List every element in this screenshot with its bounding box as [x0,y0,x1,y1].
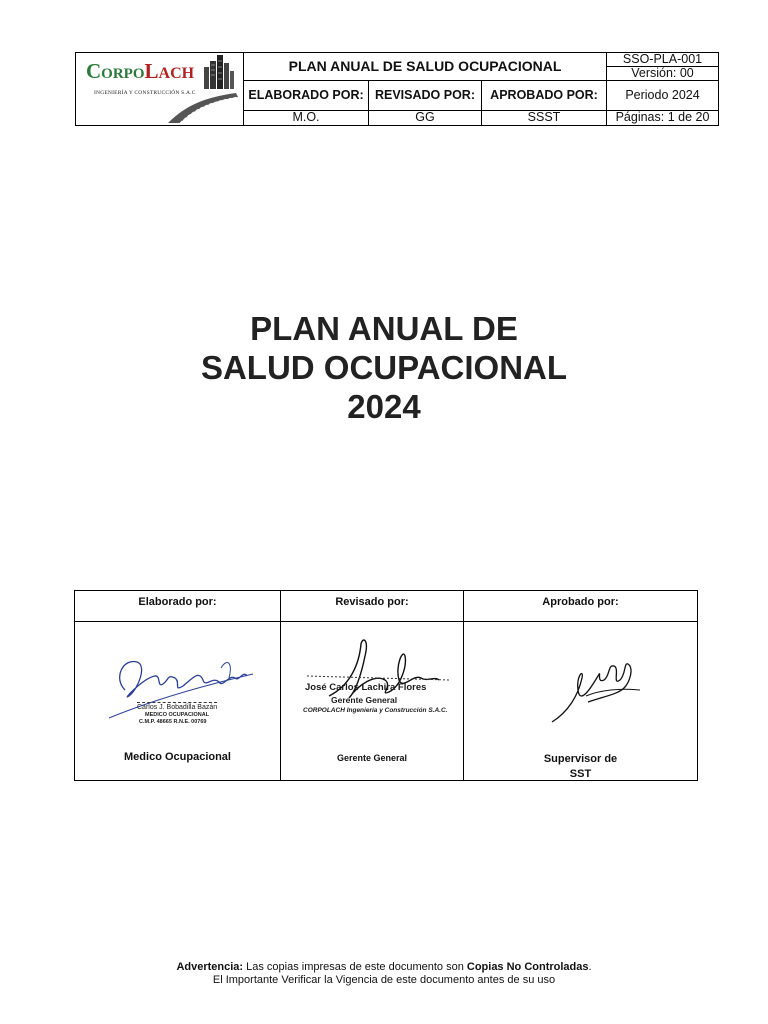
stamp-company: CORPOLACH Ingeniería y Construcción S.A.C. [303,707,448,714]
footer-line-1 [0,961,768,974]
periodo: Periodo 2024 [607,81,719,110]
signature-cell-revisado [281,622,464,781]
elaborado-header: Elaborado por: [75,591,281,622]
revisado-header: Revisado por: [281,591,464,622]
role-label-aprobado-line-1: Supervisor de [543,753,618,765]
aprobado-value: SSST [482,110,607,125]
page-count: Páginas: 1 de 20 [607,110,719,125]
warning-label: Advertencia: [176,961,244,973]
elaborado-label: ELABORADO POR: [244,81,369,110]
company-subtitle: INGENIERÍA Y CONSTRUCCIÓN S.A.C [94,90,196,96]
role-label-aprobado-line-2: SST [569,768,592,780]
stamp-role: MEDICO OCUPACIONAL [145,712,210,718]
elaborado-value: M.O. [244,110,369,125]
doc-version: Versión: 00 [607,67,719,81]
stamp-name: Carlos J. Bobadilla Bazán [137,704,218,711]
signature-cell-elaborado [75,622,281,781]
warning-text: Las copias impresas de este documento son [243,961,467,973]
handwritten-signature-icon [548,656,658,736]
signature-cell-aprobado [464,622,698,781]
footer-line-2: El Importante Verificar la Vigencia de este documento antes de su uso [212,974,556,986]
signature-table [74,590,698,781]
document-header [75,52,719,126]
revisado-value: GG [369,110,482,125]
stamp-role: Gerente General [331,695,398,705]
stamp-registration: C.M.P. 48665 R.N.E. 00769 [139,719,207,725]
main-title-year: 2024 [347,388,421,425]
warning-bold: Copias No Controladas [466,961,589,973]
revisado-label: REVISADO POR: [369,81,482,110]
stamp-name: José Carlos Lachira Flores [305,682,427,693]
doc-title: PLAN ANUAL DE SALUD OCUPACIONAL [244,53,607,81]
doc-code: SSO-PLA-001 [607,53,719,67]
role-label-elaborado: Medico Ocupacional [124,751,231,763]
company-logo [76,53,244,125]
company-name: CORPOLACH [86,59,195,83]
main-title-line-1: PLAN ANUAL DE [250,310,518,347]
warning-end: . [588,961,592,973]
main-title [0,309,768,426]
aprobado-label: APROBADO POR: [482,81,607,110]
role-label-revisado: Gerente General [336,753,408,763]
footer-warning [0,961,768,987]
company-logo-cell [76,53,244,126]
aprobado-header: Aprobado por: [464,591,698,622]
main-title-line-2: SALUD OCUPACIONAL [200,349,568,386]
